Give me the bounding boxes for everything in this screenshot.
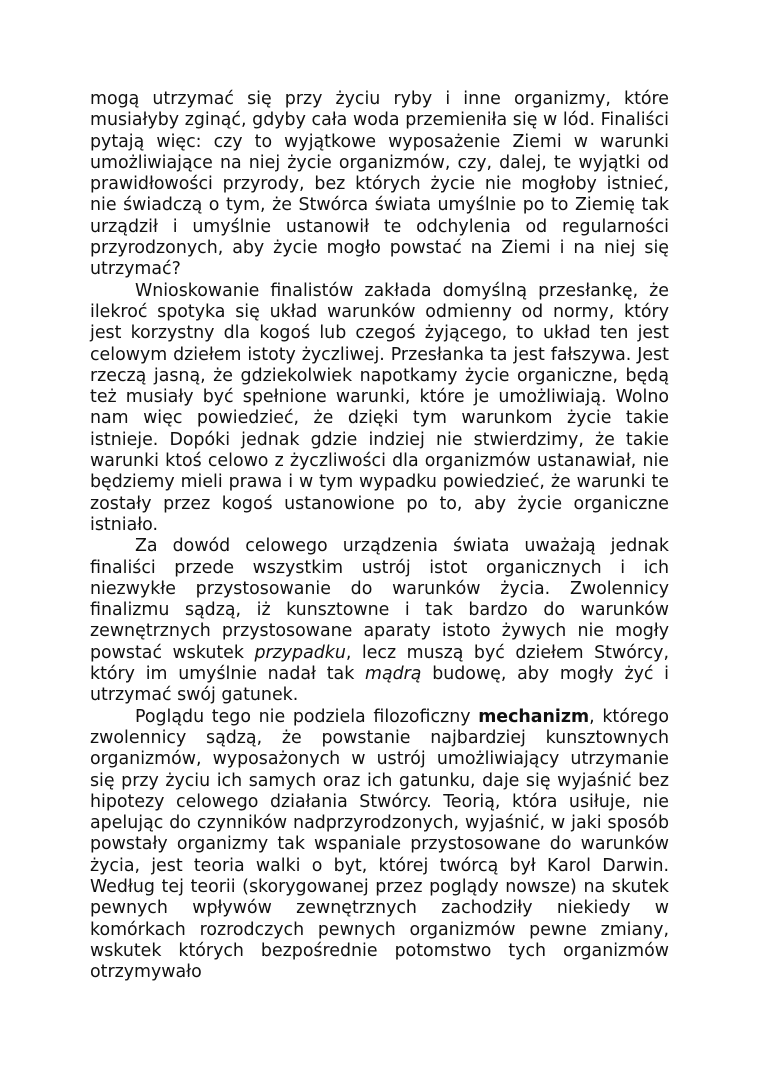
emphasis-madra: mądrą [365,664,422,685]
paragraph-2-text: Wnioskowanie finalistów zakłada domyślną przesłankę, że ilekroć spotyka się układ warunków odmienny od normy, który jest korzystny dla kogoś lub czegoś żyjącego, to układ ten jest celowym dziełem istoty życzliwej. Przesłanka ta jest fałszywa. Jest rzeczą jasną, że gdziekolwiek napotkamy życie organiczne, będą też musiały być spełnione warunki, które je umożliwiają. Wolno nam więc powiedzieć, że dzięki tym warunkom życie takie istnieje. Dopóki jednak gdzie indziej nie stwierdzimy, że takie warunki ktoś celowo z życzliwości dla organizmów ustanawiał, nie będziemy mieli prawa i w tym wypadku powiedzieć, że warunki te zostały przez kogoś ustanowione po to, aby życie organiczne istniało. [90,280,669,535]
bold-term-mechanizm: mechanizm [478,706,590,727]
paragraph-4-text-cont: , którego zwolennicy sądzą, że powstanie najbardziej kunsztownych organizmów, wyposażonych w ustrój umożliwiający utrzymanie się przy życiu ich samych oraz ich gatunku, daje się wyjaśnić bez hipotezy celowego działania Stwórcy. Teorią, która usiłuje, nie apelując do czynników nadprzyrodzonych, wyjaśnić, w jaki sposób powstały organizmy tak wspaniale przystosowane do warunków życia, jest teoria walki o byt, której twórcą był Karol Darwin. Według tej teorii (skorygowanej przez poglądy nowsze) na skutek pewnych wpływów zewnętrznych zachodziły niekiedy w komórkach rozrodczych pewnych organizmów pewne zmiany, wskutek których bezpośrednie potomstwo tych organizmów otrzymywało [90,706,669,983]
paragraph-1 [90,89,669,281]
paragraph-1-text: mogą utrzymać się przy życiu ryby i inne organizmy, które musiałyby zginąć, gdyby cała woda przemieniła się w lód. Finaliści pytają więc: czy to wyjątkowe wyposażenie Ziemi w warunki umożliwiające na niej życie organizmów, czy, dalej, te wyjątki od prawidłowości przyrody, bez których życie nie mogłoby istnieć, nie świadczą o tym, że Stwórca świata umyślnie po to Ziemię tak urządził i umyślnie ustanowił te odchylenia od regularności przyrodzonych, aby życie mogło powstać na Ziemi i na niej się utrzymać? [90,89,669,280]
paragraph-3-text: Za dowód celowego urządzenia świata uważają jednak finaliści przede wszystkim ustrój istot organicznych i ich niezwykłe przystosowanie do warunków życia. Zwolennicy finalizmu sądzą, iż kunsztowne i tak bardzo do warunków zewnętrznych przystosowane aparaty istoto żywych nie mogły powstać wskutek [90,536,669,663]
paragraph-2 [90,281,669,537]
paragraph-3-text-end: budowę, aby mogły żyć i utrzymać swój gatunek. [90,664,670,706]
emphasis-przypadku: przypadku [254,642,346,663]
paragraph-4-text: Poglądu tego nie podziela filozoficzny [135,706,479,727]
document-page [90,89,669,983]
paragraph-3-text-cont: , lecz muszą być dziełem Stwórcy, który im umyślnie nadał tak [90,642,669,685]
paragraph-3 [90,536,669,706]
paragraph-4 [90,707,669,984]
